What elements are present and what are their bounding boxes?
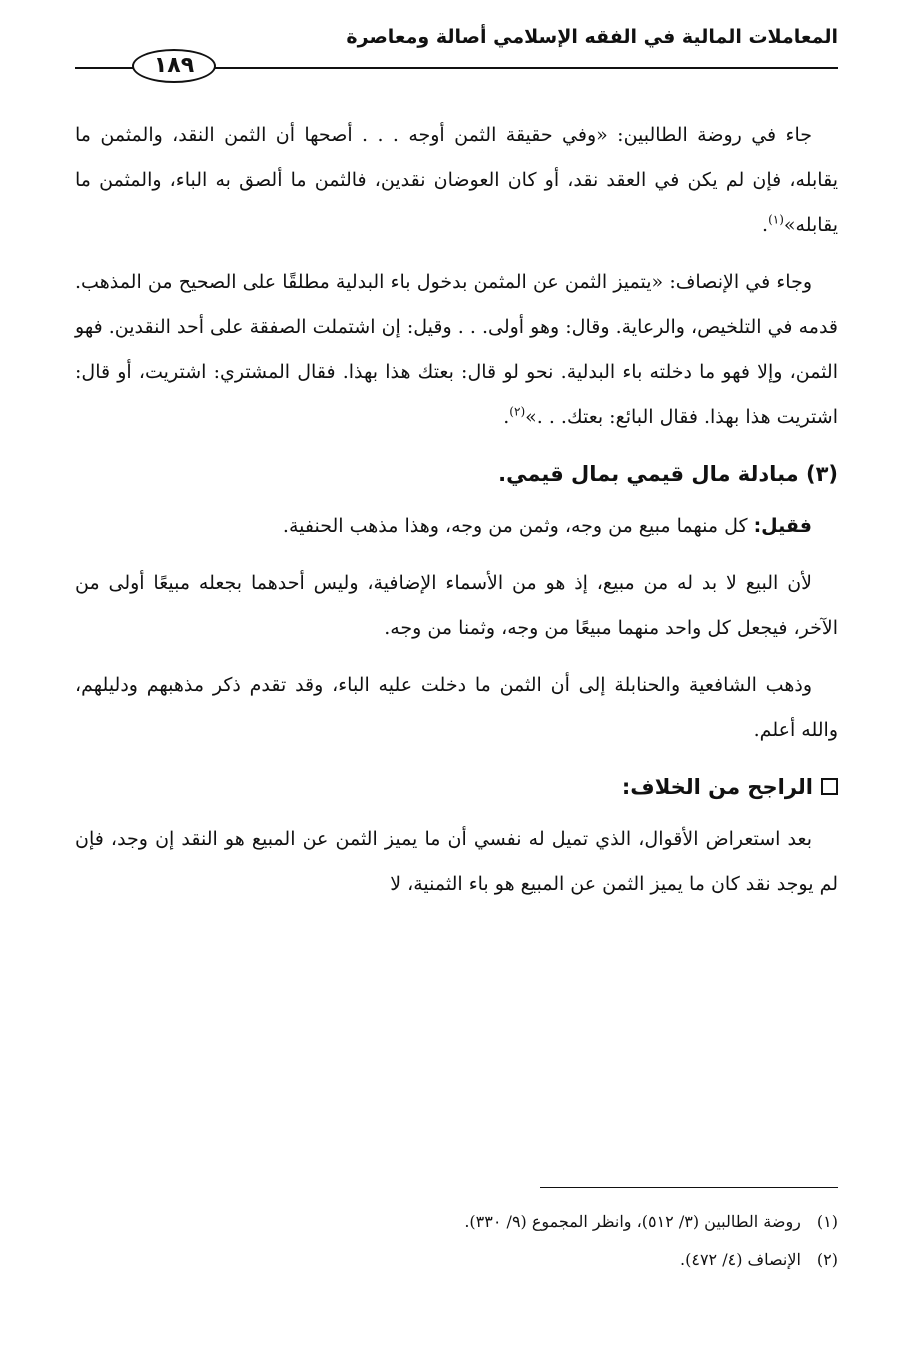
footnote-rule xyxy=(540,1187,838,1188)
paragraph-hanafi xyxy=(75,504,838,549)
running-title: المعاملات المالية في الفقه الإسلامي أصالة ومعاصرة xyxy=(346,26,838,48)
page-number: ١٨٩ xyxy=(132,49,216,83)
footnote-ref: (٢) xyxy=(509,404,526,419)
paragraph-lead: فقيل: xyxy=(753,515,812,537)
paragraph-shafii: وذهب الشافعية والحنابلة إلى أن الثمن ما دخلت عليه الباء، وقد تقدم ذكر مذهبهم ودليلهم، والله أعلم. xyxy=(75,674,838,741)
footnote-ref: (١) xyxy=(768,212,784,227)
subsection-heading xyxy=(75,765,838,809)
paragraph-conclusion: بعد استعراض الأقوال، الذي تميل له نفسي أن ما يميز الثمن عن المبيع هو النقد إن وجد، فإن لم يوجد نقد كان ما يميز الثمن عن المبيع هو باء الثمنية، لا xyxy=(75,828,838,895)
paragraph-text: وجاء في الإنصاف: «يتميز الثمن عن المثمن بدخول باء البدلية مطلقًا على الصحيح من المذهب. قدمه في التلخيص، والرعاية. وقال: وهو أولى. . . وقيل: إن اشتملت الصفقة على أحد النقدين. فهو الثمن، وإلا فهو ما دخلته باء البدلية. نحو لو قال: بعتك هذا بهذا. فقال المشتري: اشتريت، أو قال: اشتريت هذا بهذا. فقال البائع: بعتك. . .» xyxy=(75,271,838,428)
footnote-number: (٢) xyxy=(816,1250,838,1269)
paragraph-text: جاء في روضة الطالبين: «وفي حقيقة الثمن أوجه . . . أصحها أن الثمن النقد، والمثمن ما يقابله، فإن لم يكن في العقد نقد، أو كان العوضان نقدين، فالثمن ما ألصق به الباء، والمثمن ما يقابله» xyxy=(75,124,838,236)
section-heading: (٣) مبادلة مال قيمي بمال قيمي. xyxy=(498,462,838,486)
footnote-number: (١) xyxy=(816,1212,838,1231)
footnote-1 xyxy=(75,1203,838,1241)
paragraph-insaf-quote: وجاء في الإنصاف: «يتميز الثمن عن المثمن بدخول باء البدلية مطلقًا على الصحيح من المذهب. قدمه في التلخيص، والرعاية. وقال: وهو أولى. . . وقيل: إن اشتملت الصفقة على أحد النقدين. فهو الثمن، وإلا فهو ما دخلته باء البدلية. نحو لو قال: بعتك هذا بهذا. فقال المشتري: اشتريت، أو قال: اشتريت هذا بهذا. فقال البائع: بعتك. . .»$^{(٢)}$. xyxy=(75,271,838,428)
footnote-text: الإنصاف (٤/ ٤٧٢). xyxy=(680,1250,801,1269)
square-bullet-icon xyxy=(821,778,838,795)
footnotes xyxy=(75,1203,838,1279)
subsection-heading-text: الراجح من الخلاف: xyxy=(621,775,813,799)
paragraph-rawdat-quote: جاء في روضة الطالبين: «وفي حقيقة الثمن أوجه . . . أصحها أن الثمن النقد، والمثمن ما يقابله، فإن لم يكن في العقد نقد، أو كان العوضان نقدين، فالثمن ما ألصق به الباء، والمثمن ما يقابله»$^{(١)}$. xyxy=(75,124,838,236)
footnote-text: روضة الطالبين (٣/ ٥١٢)، وانظر المجموع (٩/ ٣٣٠). xyxy=(464,1212,801,1231)
page-body xyxy=(75,113,838,919)
paragraph-text: كل منهما مبيع من وجه، وثمن من وجه، وهذا مذهب الحنفية. xyxy=(282,515,748,537)
footnote-2 xyxy=(75,1241,838,1279)
paragraph-reason: لأن البيع لا بد له من مبيع، إذ هو من الأسماء الإضافية، وليس أحدهما بجعله مبيعًا أولى من الآخر، فيجعل كل واحد منهما مبيعًا من وجه، وثمنا من وجه. xyxy=(75,572,838,639)
